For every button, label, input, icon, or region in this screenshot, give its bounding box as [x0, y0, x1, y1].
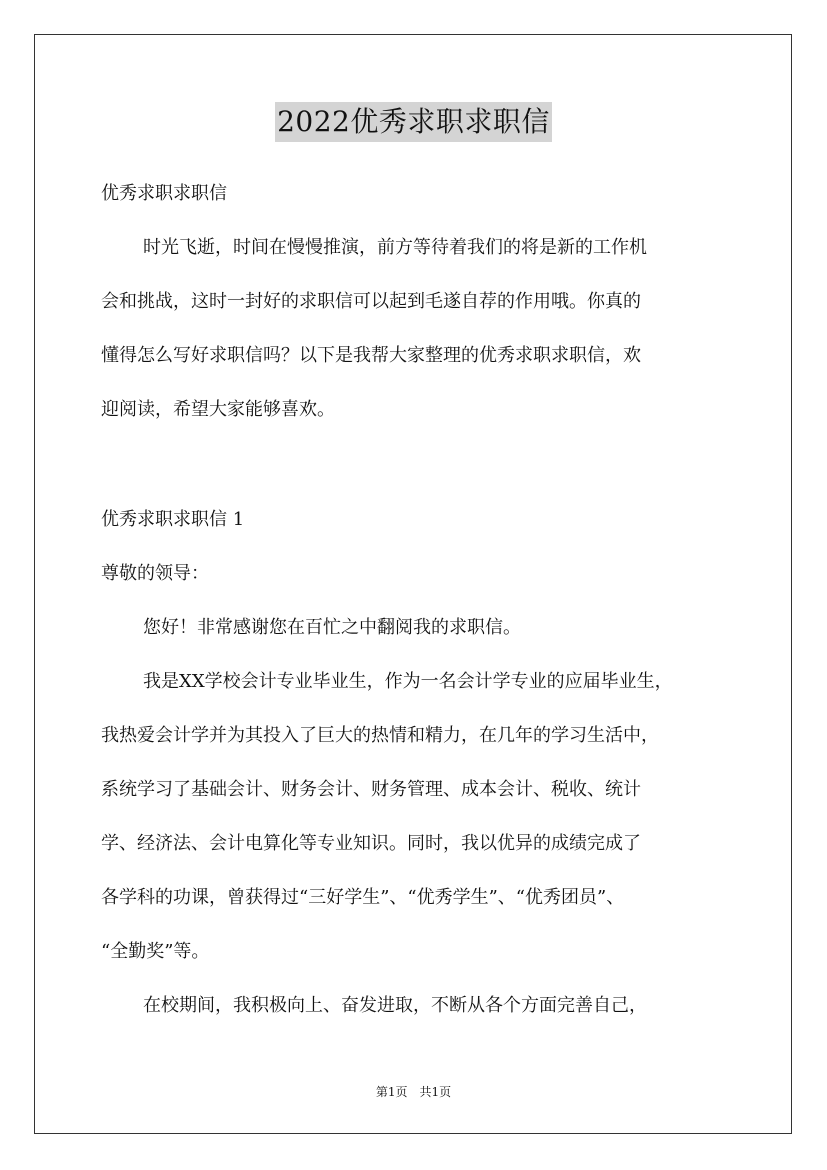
body-line: 学、经济法、会计电算化等专业知识。同时，我以优异的成绩完成了 [101, 833, 641, 854]
body-line: 我热爱会计学并为其投入了巨大的热情和精力，在几年的学习生活中， [101, 725, 659, 746]
intro-line: 会和挑战，这时一封好的求职信可以起到毛遂自荐的作用哦。你真的 [101, 291, 641, 312]
body-line: 我是XX学校会计专业毕业生，作为一名会计学专业的应届毕业生， [143, 671, 673, 692]
body-line: 系统学习了基础会计、财务会计、财务管理、成本会计、税收、统计 [101, 779, 641, 800]
title-wrap [0, 102, 827, 142]
salutation: 尊敬的领导： [101, 563, 209, 584]
intro-line: 时光飞逝，时间在慢慢推演，前方等待着我们的将是新的工作机 [143, 237, 647, 258]
intro-line: 迎阅读，希望大家能够喜欢。 [101, 399, 335, 420]
intro-line: 懂得怎么写好求职信吗？以下是我帮大家整理的优秀求职求职信，欢 [101, 345, 641, 366]
body-last-line: 在校期间，我积极向上、奋发进取，不断从各个方面完善自己， [143, 995, 647, 1016]
document-subtitle: 优秀求职求职信 [101, 183, 227, 204]
document-title: 2022优秀求职求职信 [275, 102, 552, 142]
body-line: 各学科的功课，曾获得过“三好学生”、“优秀学生”、“优秀团员”、 [101, 887, 625, 908]
section-heading: 优秀求职求职信 1 [101, 509, 245, 530]
greeting-line: 您好！非常感谢您在百忙之中翻阅我的求职信。 [143, 617, 521, 638]
page-footer: 第1页 共1页 [375, 1085, 452, 1099]
body-line: “全勤奖”等。 [101, 941, 210, 962]
